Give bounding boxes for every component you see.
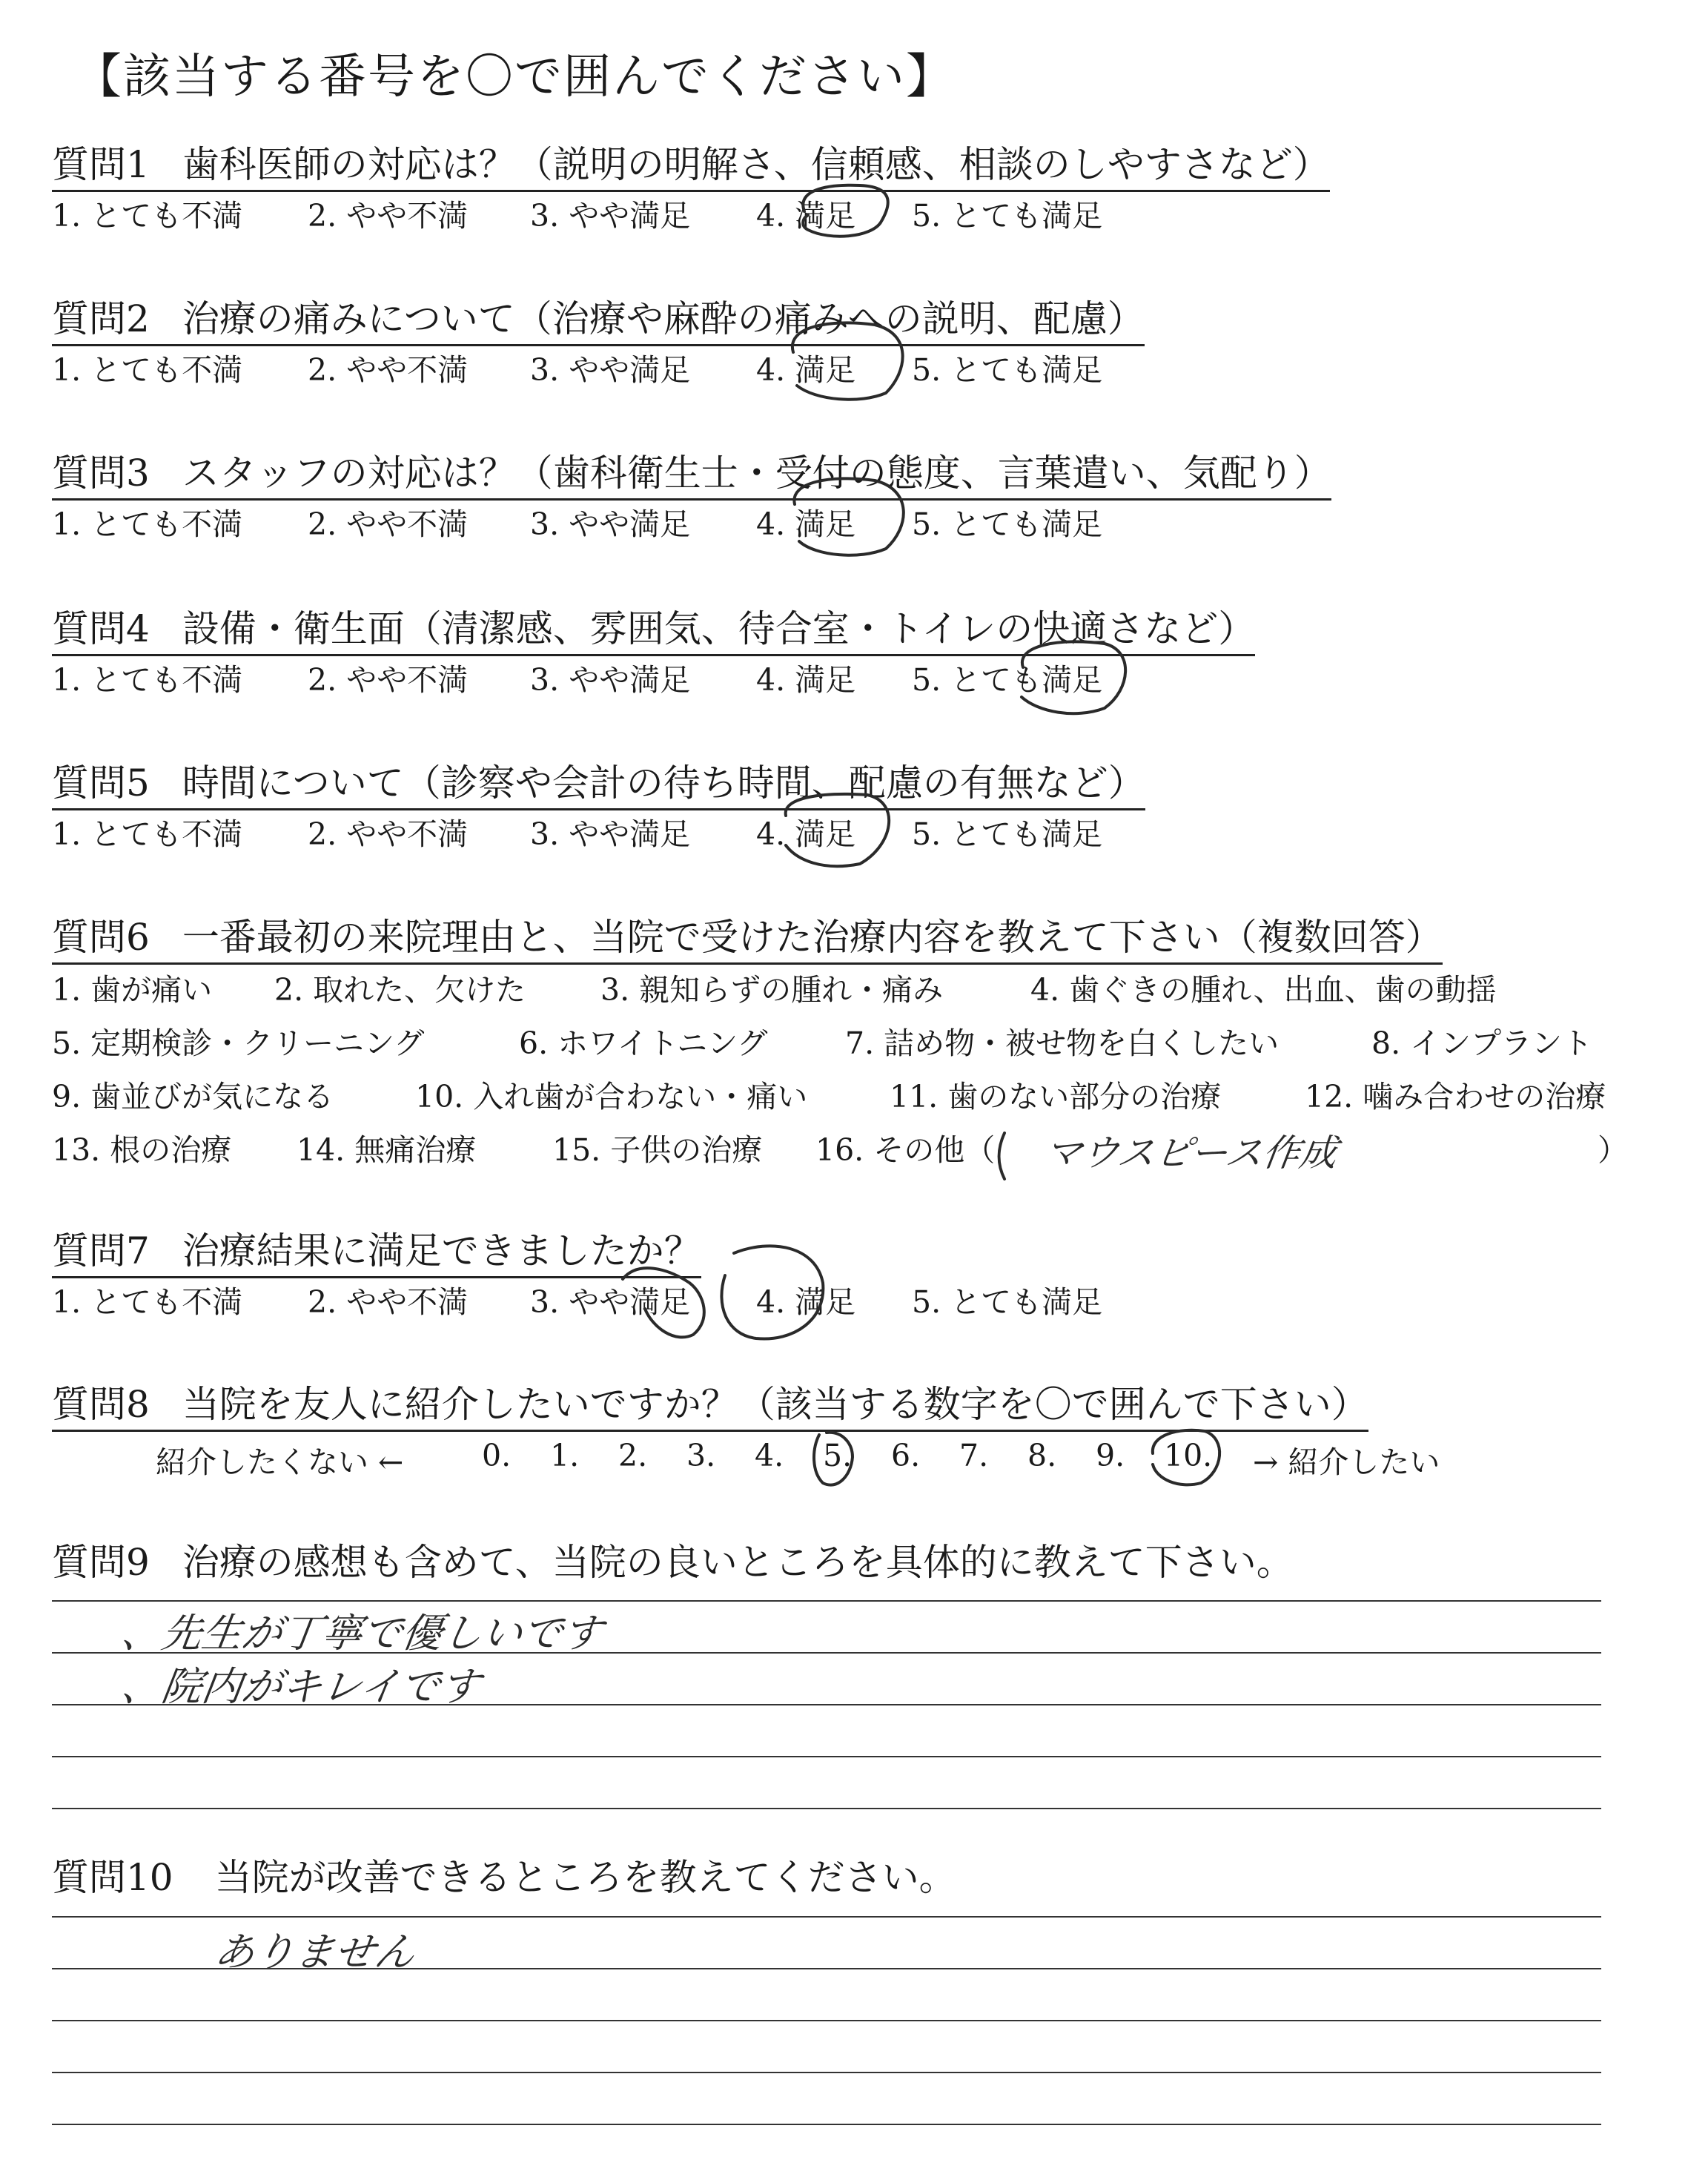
question-text: 治療の感想も含めて、当院の良いところを具体的に教えて下さい。 — [182, 1541, 1294, 1584]
option-1[interactable]: 1. 歯が痛い — [52, 972, 213, 1008]
question-heading — [52, 1539, 1294, 1588]
option-3[interactable]: 3. やや満足 — [530, 198, 691, 234]
question-number: 質問10 — [52, 1856, 173, 1899]
page-title: 【該当する番号を〇で囲んでください】 — [74, 50, 955, 105]
option-4[interactable]: 4. 満足 — [756, 198, 856, 234]
question-number: 質問8 — [52, 1383, 150, 1426]
option-1[interactable]: 1. とても不満 — [52, 352, 243, 388]
answer-line — [52, 1756, 1601, 1757]
option-6[interactable]: 6. ホワイトニング — [519, 1025, 768, 1061]
option-14[interactable]: 14. 無痛治療 — [297, 1132, 477, 1168]
question-heading — [52, 1227, 701, 1278]
option-2[interactable]: 2. やや不満 — [308, 816, 469, 852]
options-row — [52, 503, 1609, 548]
option-16-close-paren: ） — [1598, 1132, 1628, 1168]
option-8[interactable]: 8. インプラント — [1371, 1025, 1593, 1061]
option-5[interactable]: 5. とても満足 — [912, 352, 1103, 388]
options-row — [52, 659, 1609, 704]
answer-line — [52, 2124, 1601, 2125]
question-8 — [52, 1381, 1609, 1479]
scale-4[interactable]: 4. — [755, 1438, 784, 1473]
option-1[interactable]: 1. とても不満 — [52, 816, 243, 852]
question-heading — [52, 914, 1443, 965]
option-5[interactable]: 5. とても満足 — [912, 662, 1103, 698]
other-handwritten-answer[interactable]: マウスピース作成 — [1042, 1132, 1340, 1175]
question-10 — [52, 1854, 1609, 1903]
question-2 — [52, 295, 1609, 394]
option-4[interactable]: 4. 満足 — [756, 352, 856, 388]
question-text: スタッフの対応は？（歯科衛生士・受付の態度、言葉遣い、気配り） — [182, 452, 1331, 495]
question-number: 質問1 — [52, 143, 150, 186]
option-5[interactable]: 5. とても満足 — [912, 816, 1103, 852]
question-text: 時間について（診察や会計の待ち時間、配慮の有無など） — [182, 762, 1145, 805]
scale-left-label: 紹介したくない ← — [156, 1444, 404, 1480]
question-heading — [52, 141, 1330, 192]
option-3[interactable]: 3. やや満足 — [530, 816, 691, 852]
scale-9[interactable]: 9. — [1096, 1438, 1125, 1473]
option-15[interactable]: 15. 子供の治療 — [552, 1132, 763, 1168]
options-row — [52, 1125, 1628, 1178]
question-text: 治療結果に満足できましたか？ — [182, 1229, 701, 1272]
answer-line — [52, 1916, 1601, 1918]
question-heading — [52, 759, 1145, 810]
options-row — [52, 1018, 1609, 1071]
question-number: 質問7 — [52, 1229, 150, 1272]
scale-5[interactable]: 5. — [823, 1438, 853, 1473]
option-1[interactable]: 1. とても不満 — [52, 662, 243, 698]
question-number: 質問6 — [52, 916, 150, 959]
option-16[interactable]: 16. その他（ — [815, 1132, 996, 1168]
scale-right-label: → 紹介したい — [1253, 1444, 1440, 1480]
option-3[interactable]: 3. やや満足 — [530, 1284, 691, 1320]
question-5 — [52, 759, 1609, 858]
options-row — [52, 965, 1609, 1018]
scale-0[interactable]: 0. — [482, 1438, 512, 1473]
option-2[interactable]: 2. 取れた、欠けた — [274, 972, 526, 1008]
question-number: 質問4 — [52, 607, 150, 650]
handwritten-answer-1[interactable]: ありません — [211, 1929, 418, 1975]
options-row — [52, 1071, 1609, 1125]
option-4[interactable]: 4. 満足 — [756, 506, 856, 542]
option-9[interactable]: 9. 歯並びが気になる — [52, 1079, 334, 1114]
option-3[interactable]: 3. やや満足 — [530, 506, 691, 542]
question-text: 治療の痛みについて（治療や麻酔の痛みへの説明、配慮） — [182, 297, 1145, 340]
question-text: 当院が改善できるところを教えてください。 — [214, 1856, 956, 1899]
question-heading — [52, 295, 1145, 346]
answer-line — [52, 2072, 1601, 2073]
question-heading — [52, 1854, 956, 1903]
question-6 — [52, 914, 1628, 1178]
option-1[interactable]: 1. とても不満 — [52, 198, 243, 234]
question-text: 歯科医師の対応は？（説明の明解さ、信頼感、相談のしやすさなど） — [182, 143, 1330, 186]
question-heading — [52, 449, 1331, 501]
options-row — [52, 1281, 1609, 1326]
handwritten-answer-1[interactable]: 、先生が丁寧で優しいです — [119, 1610, 606, 1657]
question-4 — [52, 605, 1609, 704]
options-row — [52, 349, 1609, 394]
options-row — [52, 195, 1609, 240]
recommend-scale — [52, 1432, 1609, 1479]
scale-10[interactable]: 10. — [1164, 1438, 1213, 1473]
option-3[interactable]: 3. やや満足 — [530, 662, 691, 698]
option-5[interactable]: 5. 定期検診・クリーニング — [52, 1025, 425, 1061]
option-3[interactable]: 3. 親知らずの腫れ・痛み — [600, 972, 944, 1008]
option-5[interactable]: 5. とても満足 — [912, 1284, 1103, 1320]
option-13[interactable]: 13. 根の治療 — [52, 1132, 232, 1168]
option-7[interactable]: 7. 詰め物・被せ物を白くしたい — [845, 1025, 1280, 1061]
option-3[interactable]: 3. やや満足 — [530, 352, 691, 388]
scale-6[interactable]: 6. — [891, 1438, 921, 1473]
answer-line — [52, 1808, 1601, 1809]
question-number: 質問2 — [52, 297, 150, 340]
option-10[interactable]: 10. 入れ歯が合わない・痛い — [415, 1079, 808, 1114]
option-1[interactable]: 1. とても不満 — [52, 1284, 243, 1320]
question-number: 質問3 — [52, 452, 150, 495]
question-text: 一番最初の来院理由と、当院で受けた治療内容を教えて下さい（複数回答） — [182, 916, 1443, 959]
handwritten-answer-2[interactable]: 、院内がキレイです — [119, 1663, 483, 1710]
question-9 — [52, 1539, 1609, 1588]
option-11[interactable]: 11. 歯のない部分の治療 — [890, 1079, 1222, 1114]
answer-line — [52, 2020, 1601, 2021]
scale-2[interactable]: 2. — [618, 1438, 648, 1473]
question-heading — [52, 605, 1255, 656]
option-5[interactable]: 5. とても満足 — [912, 506, 1103, 542]
question-1 — [52, 141, 1609, 240]
option-1[interactable]: 1. とても不満 — [52, 506, 243, 542]
question-text: 当院を友人に紹介したいですか？（該当する数字を〇で囲んで下さい） — [182, 1383, 1368, 1426]
option-12[interactable]: 12. 噛み合わせの治療 — [1305, 1079, 1606, 1114]
scale-1[interactable]: 1. — [550, 1438, 580, 1473]
option-2[interactable]: 2. やや不満 — [308, 352, 469, 388]
scale-8[interactable]: 8. — [1027, 1438, 1057, 1473]
question-heading — [52, 1381, 1368, 1432]
option-2[interactable]: 2. やや不満 — [308, 1284, 469, 1320]
question-7 — [52, 1227, 1609, 1326]
option-4[interactable]: 4. 満足 — [756, 662, 856, 698]
option-5[interactable]: 5. とても満足 — [912, 198, 1103, 234]
scale-3[interactable]: 3. — [686, 1438, 716, 1473]
question-number: 質問9 — [52, 1541, 150, 1584]
option-4[interactable]: 4. 満足 — [756, 1284, 856, 1320]
option-4[interactable]: 4. 歯ぐきの腫れ、出血、歯の動揺 — [1030, 972, 1497, 1008]
question-3 — [52, 449, 1609, 548]
option-4[interactable]: 4. 満足 — [756, 816, 856, 852]
question-text: 設備・衛生面（清潔感、雰囲気、待合室・トイレの快適さなど） — [182, 607, 1256, 650]
options-row — [52, 813, 1609, 858]
option-2[interactable]: 2. やや不満 — [308, 506, 469, 542]
option-2[interactable]: 2. やや不満 — [308, 662, 469, 698]
scale-7[interactable]: 7. — [959, 1438, 989, 1473]
option-2[interactable]: 2. やや不満 — [308, 198, 469, 234]
question-number: 質問5 — [52, 762, 150, 805]
